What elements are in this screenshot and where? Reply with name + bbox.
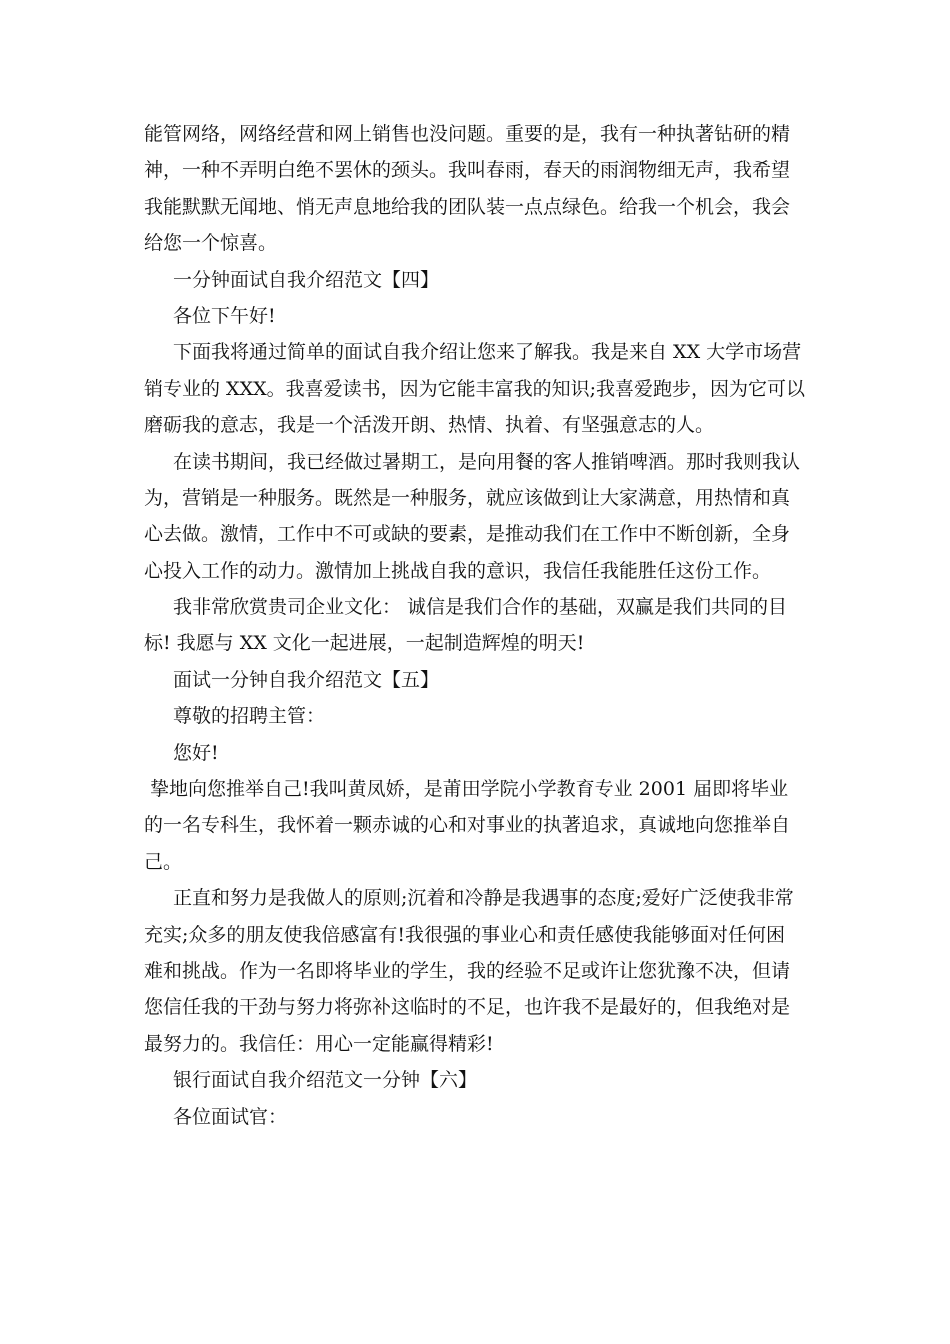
text-line: 能管网络，网络经营和网上销售也没问题。重要的是，我有一种执著钻研的精: [144, 123, 791, 145]
text-line: 的一名专科生，我怀着一颗赤诚的心和对事业的执著追求，真诚地向您推举自: [144, 814, 791, 837]
text-line: 下面我将通过简单的面试自我介绍让您来了解我。我是来自 XX 大学市场营: [173, 341, 802, 364]
text-line: 标! 我愿与 XX 文化一起进展，一起制造辉煌的明天!: [144, 632, 585, 655]
greeting: 您好!: [173, 741, 219, 764]
text-line: 为，营销是一种服务。既然是一种服务，就应该做到让大家满意，用热情和真: [144, 486, 791, 509]
text-line: 心投入工作的动力。激情加上挑战自我的意识，我信任我能胜任这份工作。: [144, 559, 772, 582]
text-line: 心去做。激情，工作中不可或缺的要素，是推动我们在工作中不断创新，全身: [144, 523, 791, 546]
text-line: 我能默默无闻地、悄无声息地给我的团队装一点点绿色。给我一个机会，我会: [144, 195, 791, 218]
text-line: 充实;众多的朋友使我倍感富有!我很强的事业心和责任感使我能够面对任何困: [144, 923, 786, 946]
greeting: 尊敬的招聘主管：: [173, 705, 326, 728]
document-body: [144, 116, 814, 1135]
text-line: 您信任我的干劲与努力将弥补这临时的不足，也许我不是最好的，但我绝对是: [144, 996, 791, 1019]
text-line: 最努力的。我信任：用心一定能赢得精彩!: [144, 1032, 494, 1055]
text-line: 在读书期间，我已经做过暑期工，是向用餐的客人推销啤酒。那时我则我认: [173, 450, 801, 473]
text-line: 销专业的 XXX。我喜爱读书，因为它能丰富我的知识;我喜爱跑步，因为它可以: [144, 377, 806, 400]
text-line: 难和挑战。作为一名即将毕业的学生，我的经验不足或许让您犹豫不决，但请: [144, 959, 791, 982]
text-line: 正直和努力是我做人的原则;沉着和冷静是我遇事的态度;爱好广泛使我非常: [173, 887, 794, 910]
text-line: 磨砺我的意志，我是一个活泼开朗、热情、执着、有坚强意志的人。: [144, 414, 715, 437]
greeting: 各位面试官：: [173, 1105, 288, 1128]
section-heading: 面试一分钟自我介绍范文【五】: [173, 668, 440, 691]
text-line: 神，一种不弄明白绝不罢休的颈头。我叫春雨，春天的雨润物细无声，我希望: [144, 159, 791, 182]
text-line: 己。: [144, 850, 183, 873]
text-line: 挚地向您推举自己!我叫黄凤娇，是莆田学院小学教育专业 2001 届即将毕业: [150, 778, 789, 801]
section-heading: 银行面试自我介绍范文一分钟【六】: [173, 1069, 478, 1092]
text-line: 我非常欣赏贵司企业文化： 诚信是我们合作的基础，双赢是我们共同的目: [173, 596, 788, 619]
greeting: 各位下午好!: [173, 304, 276, 327]
text-line: 给您一个惊喜。: [144, 232, 278, 255]
section-heading: 一分钟面试自我介绍范文【四】: [173, 268, 440, 291]
